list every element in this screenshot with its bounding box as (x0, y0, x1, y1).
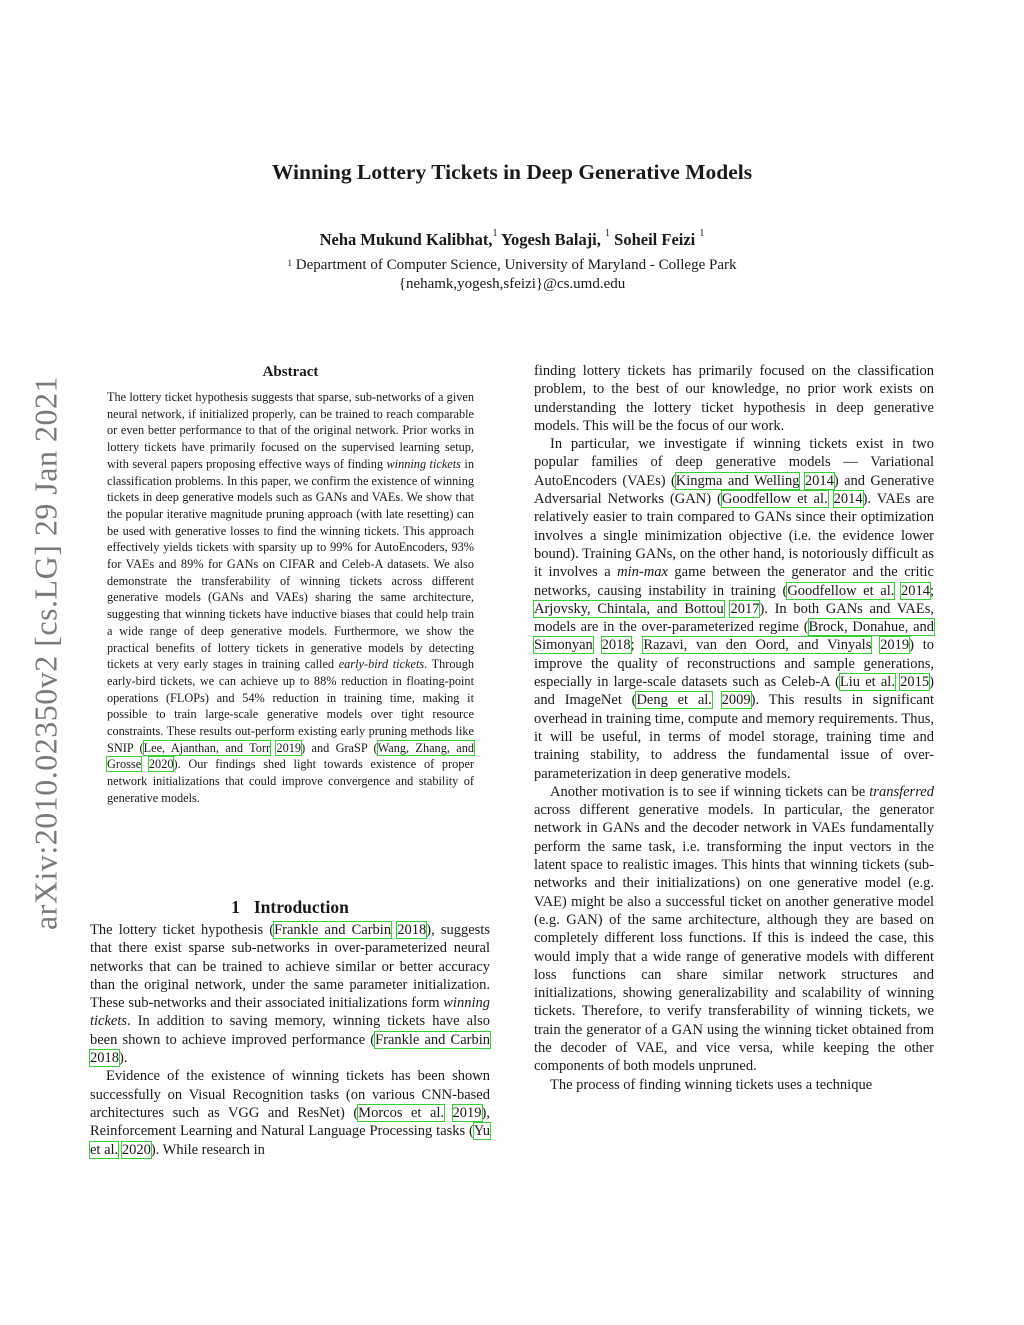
citation-year-link[interactable]: 2019 (276, 740, 302, 755)
citation-year-link[interactable]: 2019 (880, 637, 910, 654)
author-name: Soheil Feizi (614, 230, 696, 249)
paragraph: The process of finding winning tickets uses a technique (550, 1076, 873, 1093)
citation-year-link[interactable]: 2017 (730, 600, 760, 617)
citation-year-link[interactable]: 2020 (148, 757, 174, 772)
citation-link[interactable]: Kingma and Welling (675, 472, 800, 489)
citation-year-link[interactable]: 2018 (90, 1050, 119, 1067)
section-number: 1 (231, 897, 240, 917)
arxiv-identifier (18, 360, 74, 945)
abstract-heading: Abstract (262, 364, 319, 380)
citation-year-link[interactable]: 2020 (121, 1141, 151, 1158)
citation-link[interactable]: Frankle and Carbin (274, 922, 392, 938)
left-column-body (90, 921, 490, 1159)
email-line: {nehamk,yogesh,sfeizi}@cs.umd.edu (398, 276, 626, 292)
citation-year-link[interactable]: 2019 (452, 1104, 482, 1121)
citation-link[interactable]: Liu et al. (839, 674, 895, 691)
citation-link[interactable]: Razavi, van den Oord, and Vinyals (643, 637, 872, 654)
citation-year-link[interactable]: 2018 (397, 922, 427, 938)
paragraph: finding lottery tickets has primarily focused on the classification problem, to the best of our knowledge, no prior work exists on understanding the lottery ticket hypothesis in deep generative models. This will be the focus of our work. (534, 363, 934, 434)
section-heading-introduction (90, 897, 490, 918)
author-affil-mark: 1 (492, 228, 498, 239)
author-affil-mark: 1 (605, 228, 611, 239)
author-affil-mark: 1 (699, 228, 705, 239)
arxiv-identifier-text: arXiv:2010.02350v2 [cs.LG] 29 Jan 2021 (27, 375, 64, 930)
paragraph: Another motivation is to see if winning tickets can be transferred across different generative models. In particular, the generator network in GANs and the decoder network in VAEs fundamentally perform the same task, i.e. transforming the input vectors in the latent space to realistic images. This hints that winning tickets (sub-networks and their initializations) on one generative model (e.g. VAE) might be also a successful ticket on another generative model (e.g. GAN) of the same architecture, although they are based on completely different loss functions. If this is indeed the case, this would imply that a wide range of generative models with different loss functions can share similar network structures and initializations, showing generalizability and scalability of winning tickets. Therefore, to verify transferability of winning tickets, we train the generator of a GAN using the winning ticket obtained from the decoder of VAE, and vice versa, while keeping the other components of both models unpruned. (534, 783, 934, 1075)
paragraph: In particular, we investigate if winning tickets exist in two popular families of deep generative models — Variational AutoEncoders (VAEs) (Kingma and Welling 2014) and Generative Adversarial Networks (GAN) (Goodfellow et al. 2014). VAEs are relatively easier to train compared to GANs since their optimization involves a single minimization objective (i.e. the evidence lower bound). Training GANs, on the other hand, is notoriously difficult as it involves a min-max game between the generator and the critic networks, causing instability in training (Goodfellow et al. 2014; Arjovsky, Chintala, and Bottou 2017). In both GANs and VAEs, models are in the over-parameterized regime (Brock, Donahue, and Simonyan 2018; Razavi, van den Oord, and Vinyals 2019) to improve the quality of reconstructions and sample generations, especially in large-scale datasets such as Celeb-A (Liu et al. 2015) and ImageNet (Deng et al. 2009). This results in significant overhead in training time, compute and memory requirements. Thus, it will be useful, in terms of model storage, training time and training stability, to address the fundamental issue of over-parameterization in deep generative models. (534, 436, 935, 782)
abstract-body: The lottery ticket hypothesis suggests that sparse, sub-networks of a given neural network, if initialized properly, can be trained to reach comparable or even better performance to that of the original network. Prior works in lottery tickets have primarily focused on the supervised learning setup, with several papers proposing effective ways of finding winning tickets in classification problems. In this paper, we confirm the existence of winning tickets in deep generative models such as GANs and VAEs. We show that the popular iterative magnitude pruning approach (with late resetting) can be used with generative losses to find the winning tickets. This approach effectively yields tickets with sparsity up to 99% for AutoEncoders, 93% for VAEs and 89% for GANs on CIFAR and Celeb-A datasets. We also demonstrate the transferability of winning tickets across different generative models (GANs and VAEs) sharing the same architecture, suggesting that winning tickets have inductive biases that could help train a wide range of deep generative models. Furthermore, we show the practical benefits of lottery tickets in generative models by detecting tickets at very early stages in training called early-bird tickets. Through early-bird tickets, we can achieve up to 88% reduction in floating-point operations (FLOPs) and 54% reduction in training time, making it possible to train large-scale generative models over tight resource constraints. These results out-perform existing early pruning methods like SNIP (Lee, Ajanthan, and Torr 2019) and GraSP (Wang, Zhang, and Grosse 2020). Our findings shed light towards existence of proper network initializations that could improve convergence and stability of generative models. (107, 390, 475, 805)
abstract-section (107, 364, 474, 807)
paper-title: Winning Lottery Tickets in Deep Generative Models (271, 160, 753, 184)
citation-link[interactable]: Wang, Zhang, and Grosse (107, 740, 475, 772)
author-name: Neha Mukund Kalibhat, (319, 230, 493, 249)
citation-year-link[interactable]: 2009 (721, 692, 751, 709)
section-title: Introduction (253, 897, 349, 917)
right-column-body (534, 362, 934, 1094)
citation-link[interactable]: Yu et al. (90, 1123, 490, 1158)
citation-year-link[interactable]: 2015 (900, 674, 930, 691)
paragraph: The lottery ticket hypothesis (Frankle and Carbin 2018), suggests that there exist sparse sub-networks in over-parameterized neural networks that can be trained to achieve similar or better accuracy than the original network, under the same parameter initialization. These sub-networks and their associated initializations form winning tickets. In addition to saving memory, winning tickets have also been shown to achieve improved performance (Frankle and Carbin 2018). (90, 922, 490, 1067)
author-list (0, 230, 1024, 250)
citation-link[interactable]: Deng et al. (636, 692, 712, 709)
citation-link[interactable]: Lee, Ajanthan, and Torr (143, 740, 271, 755)
citation-link[interactable]: Frankle and Carbin (375, 1031, 490, 1048)
citation-link[interactable]: Arjovsky, Chintala, and Bottou (534, 600, 724, 617)
affiliation-block (0, 256, 1024, 294)
citation-link[interactable]: Brock, Donahue, and Simonyan (534, 619, 934, 654)
author-name: Yogesh Balaji, (500, 230, 601, 249)
citation-year-link[interactable]: 2014 (833, 491, 863, 508)
citation-year-link[interactable]: 2018 (601, 637, 631, 654)
citation-year-link[interactable]: 2014 (900, 582, 930, 599)
citation-year-link[interactable]: 2014 (804, 472, 834, 489)
citation-link[interactable]: Morcos et al. (358, 1104, 445, 1121)
paragraph: Evidence of the existence of winning tickets has been shown successfully on Visual Recognition tasks (on various CNN-based architectures such as VGG and ResNet) (Morcos et al. 2019), Reinforcement Learning and Natural Language Processing tasks (Yu et al. 2020). While research in (90, 1068, 491, 1158)
citation-link[interactable]: Goodfellow et al. (721, 491, 828, 508)
affiliation-line: $^1$ Department of Computer Science, University of Maryland - College Park (287, 257, 737, 273)
citation-link[interactable]: Goodfellow et al. (787, 582, 895, 599)
